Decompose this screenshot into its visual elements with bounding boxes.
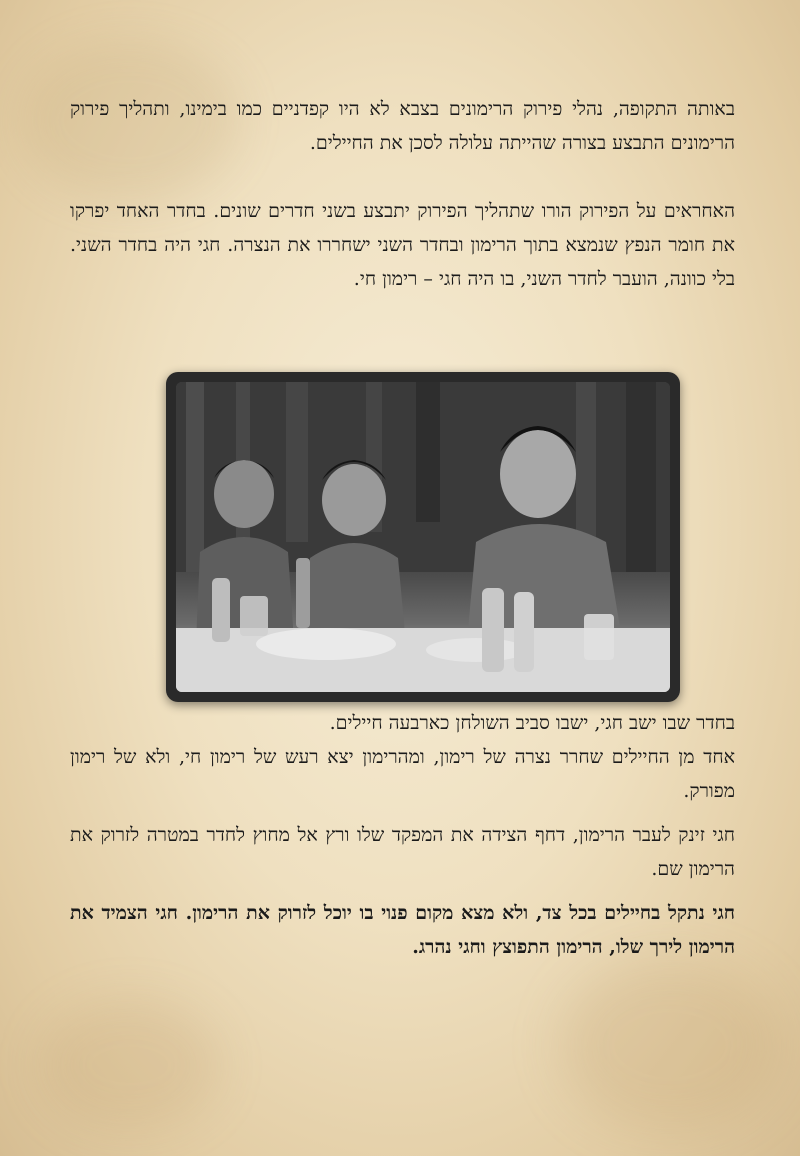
photo-soldiers-at-table	[176, 382, 670, 692]
paragraph-two-rooms: האחראים על הפירוק הורו שתהליך הפירוק יתבצע בשני חדרים שונים. בחדר האחד יפרקו את חומר הנפץ שנמצא בתוך הרימון ובחדר השני ישחררו את הנצרה. חגי היה בחדר השני. בלי כוונה, הועבר לחדר השני, בו היה חגי – רימון חי.	[70, 200, 735, 290]
photo-illustration	[176, 382, 670, 692]
photo-frame	[166, 372, 680, 702]
paragraph-live-grenade: אחד מן החיילים שחרר נצרה של רימון, ומהרימון יצא רעש של רימון חי, ולא של רימון מפורק.	[70, 746, 735, 802]
paragraph-intro: באותה התקופה, נהלי פירוק הרימונים בצבא לא היו קפדניים כמו בימינו, ותהליך פירוק הרימונים התבצע בצורה שהייתה עלולה לסכן את החיילים.	[70, 98, 735, 154]
paragraph-room-soldiers: בחדר שבו ישב חגי, ישבו סביב השולחן כארבעה חיילים.	[329, 712, 735, 734]
paragraph-hagai-leaps: חגי זינק לעבר הרימון, דחף הצידה את המפקד שלו ורץ אל מחוץ לחדר במטרה לזרוק את הרימון שם.	[70, 824, 736, 880]
paragraph-hagai-killed: חגי נתקל בחיילים בכל צד, ולא מצא מקום פנוי בו יוכל לזרוק את הרימון. חגי הצמיד את הרימון לירך שלו, הרימון התפוצץ וחגי נהרג.	[70, 902, 735, 958]
